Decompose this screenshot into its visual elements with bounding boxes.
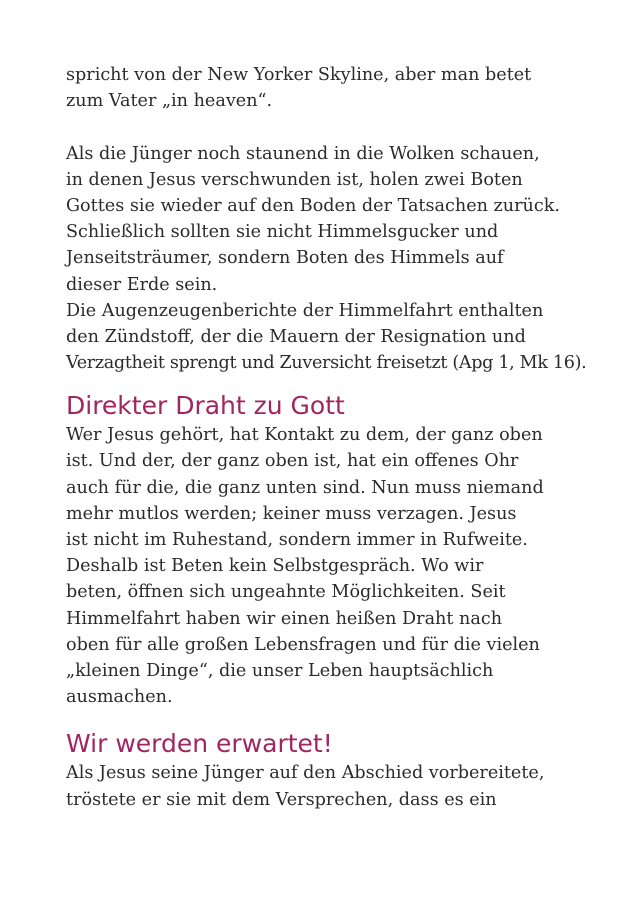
text-line: den Zündstoff, der die Mauern der Resignation und xyxy=(66,326,526,347)
paragraph-gap xyxy=(66,114,586,140)
text-line: Schließlich sollten sie nicht Himmelsgucker und xyxy=(66,222,499,243)
section-heading-wir-werden-erwartet: Wir werden erwartet! xyxy=(66,729,333,759)
paragraph-ascension xyxy=(66,141,586,377)
text-line: Als Jesus seine Jünger auf den Abschied vorbereitete, xyxy=(66,763,545,784)
text-line: Jenseitsträumer, sondern Boten des Himmels auf xyxy=(66,248,504,269)
text-line: Verzagtheit sprengt und Zuversicht freisetzt (Apg 1, Mk 16). xyxy=(66,353,587,374)
text-line: in denen Jesus verschwunden ist, holen zwei Boten xyxy=(66,169,523,190)
text-line: ausmachen. xyxy=(66,687,173,708)
text-line: mehr mutlos werden; keiner muss verzagen. Jesus xyxy=(66,503,517,524)
text-line: ist. Und der, der ganz oben ist, hat ein offenes Ohr xyxy=(66,451,519,472)
text-line: Himmelfahrt haben wir einen heißen Draht nach xyxy=(66,608,503,629)
text-line: oben für alle großen Lebensfragen und für die vielen xyxy=(66,634,540,655)
text-line: Die Augenzeugenberichte der Himmelfahrt enthalten xyxy=(66,300,544,321)
text-line: beten, öffnen sich ungeahnte Möglichkeiten. Seit xyxy=(66,582,506,603)
text-line: auch für die, die ganz unten sind. Nun muss niemand xyxy=(66,477,544,498)
text-line: Deshalb ist Beten kein Selbstgespräch. Wo wir xyxy=(66,556,484,577)
text-line: zum Vater „in heaven“. xyxy=(66,91,273,112)
paragraph-wir-werden-erwartet xyxy=(66,760,586,812)
text-line: ist nicht im Ruhestand, sondern immer in Rufweite. xyxy=(66,530,528,550)
text-line: „kleinen Dinge“, die unser Leben hauptsächlich xyxy=(66,660,494,681)
paragraph-skyline xyxy=(66,62,586,114)
document-page xyxy=(66,62,586,813)
paragraph-direkter-draht xyxy=(66,422,586,710)
text-line: Gottes sie wieder auf den Boden der Tatsachen zurück. xyxy=(66,195,560,216)
text-line: Als die Jünger noch staunend in die Wolken schauen, xyxy=(66,143,540,164)
section-heading-direkter-draht: Direkter Draht zu Gott xyxy=(66,391,345,421)
text-line: Wer Jesus gehört, hat Kontakt zu dem, der ganz oben xyxy=(66,425,543,446)
text-line: spricht von der New Yorker Skyline, aber man betet xyxy=(66,65,532,85)
text-line: dieser Erde sein. xyxy=(66,274,218,295)
text-line: tröstete er sie mit dem Versprechen, dass es ein xyxy=(66,789,497,810)
